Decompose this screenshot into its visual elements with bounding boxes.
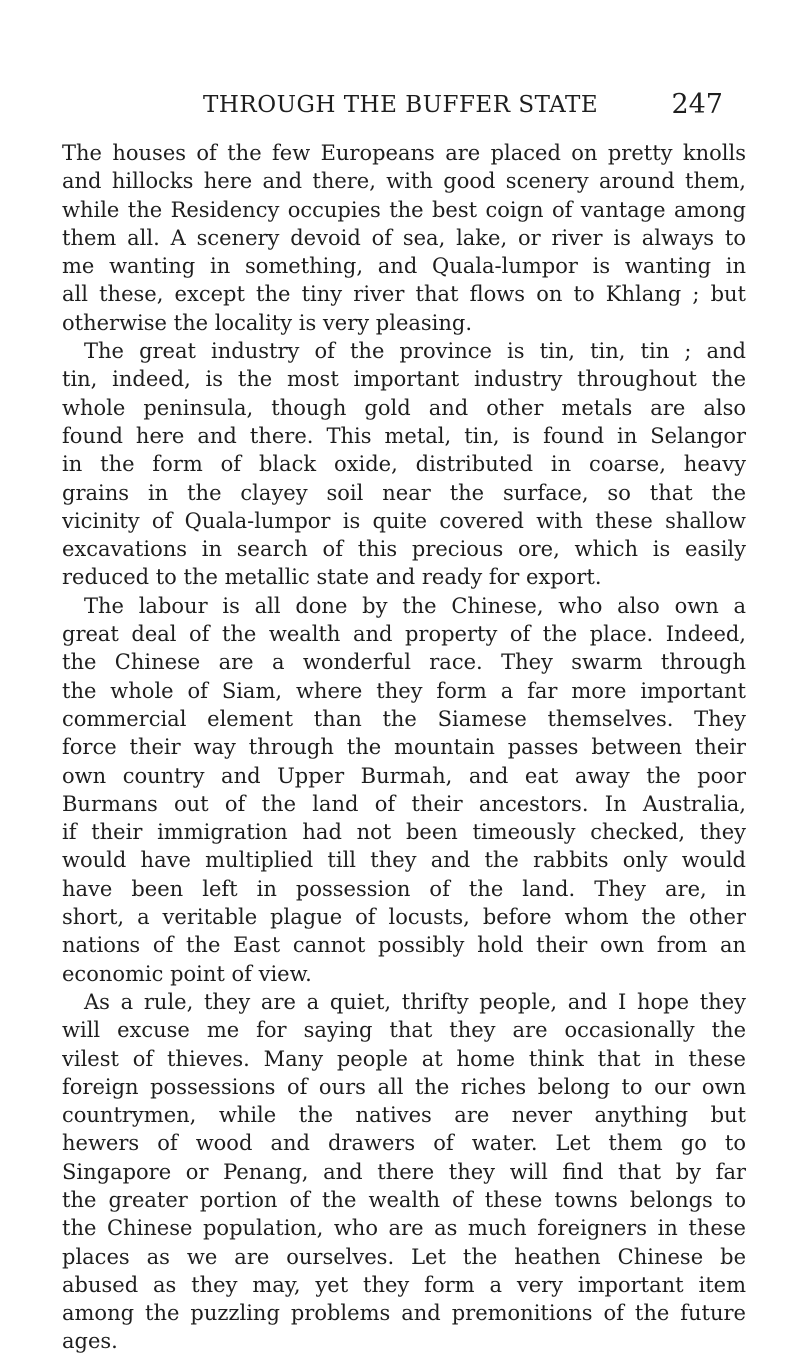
text-line: The great industry of the province is tin, tin, tin ; and — [84, 339, 746, 364]
text-line: the whole of Siam, where they form a far more important — [62, 678, 746, 703]
text-line: excavations in search of this precious ore, which is easily — [62, 537, 746, 562]
text-line: As a rule, they are a quiet, thrifty people, and I hope they — [84, 989, 746, 1014]
text-line: vicinity of Quala-lumpor is quite covered with these shallow — [62, 508, 746, 533]
text-line: would have multiplied till they and the rabbits only would — [62, 848, 746, 873]
text-line: all these, except the tiny river that flows on to Khlang ; but — [62, 282, 746, 307]
text-line: own country and Upper Burmah, and eat away the poor — [62, 763, 746, 788]
text-line: nations of the East cannot possibly hold their own from an — [62, 933, 746, 958]
text-line: economic point of view. — [62, 961, 312, 986]
text-line: whole peninsula, though gold and other metals are also — [62, 395, 746, 420]
text-line: vilest of thieves. Many people at home think that in these — [62, 1046, 746, 1071]
text-line: countrymen, while the natives are never anything but — [62, 1103, 746, 1128]
text-line: in the form of black oxide, distributed in coarse, heavy — [62, 452, 746, 477]
text-line: tin, indeed, is the most important industry throughout the — [62, 367, 746, 392]
text-line: force their way through the mountain passes between their — [62, 735, 746, 760]
running-head — [203, 89, 723, 126]
text-line: The labour is all done by the Chinese, who also own a — [84, 593, 746, 618]
text-line: short, a veritable plague of locusts, before whom the other — [62, 905, 746, 930]
text-line: the Chinese are a wonderful race. They swarm through — [62, 650, 746, 675]
text-line: otherwise the locality is very pleasing. — [62, 310, 473, 335]
text-line: foreign possessions of ours all the riches belong to our own — [62, 1074, 746, 1099]
text-line: Burmans out of the land of their ancestors. In Australia, — [62, 791, 746, 816]
text-line: ages. — [62, 1329, 118, 1354]
text-line: The houses of the few Europeans are placed on pretty knolls — [62, 141, 746, 165]
text-line: abused as they may, yet they form a very important item — [62, 1272, 746, 1297]
page-number: 247 — [671, 89, 723, 120]
text-line: the greater portion of the wealth of these towns belongs to — [62, 1187, 746, 1212]
text-line: will excuse me for saying that they are occasionally the — [62, 1018, 746, 1043]
text-line: great deal of the wealth and property of the place. Indeed, — [62, 622, 746, 647]
text-line: if their immigration had not been timeously checked, they — [62, 820, 746, 845]
running-title: THROUGH THE BUFFER STATE — [203, 92, 599, 118]
text-line: hewers of wood and drawers of water. Let them go to — [62, 1131, 746, 1156]
text-line: Singapore or Penang, and there they will find that by far — [62, 1159, 746, 1184]
text-line: places as we are ourselves. Let the heathen Chinese be — [62, 1244, 746, 1269]
text-line: me wanting in something, and Quala-lumpor is wanting in — [62, 254, 746, 279]
text-line: grains in the clayey soil near the surface, so that the — [62, 480, 746, 505]
text-line: among the puzzling problems and premonitions of the future — [62, 1301, 746, 1326]
text-line: reduced to the metallic state and ready for export. — [62, 565, 602, 590]
text-line: them all. A scenery devoid of sea, lake, or river is always to — [62, 225, 746, 250]
body-text — [62, 139, 746, 1356]
text-line: while the Residency occupies the best coign of vantage among — [62, 197, 746, 222]
text-line: have been left in possession of the land. They are, in — [62, 876, 746, 901]
text-line: the Chinese population, who are as much foreigners in these — [62, 1216, 746, 1241]
text-line: found here and there. This metal, tin, is found in Selangor — [62, 423, 746, 448]
text-line: and hillocks here and there, with good scenery around them, — [62, 169, 746, 194]
text-line: commercial element than the Siamese themselves. They — [62, 706, 746, 731]
